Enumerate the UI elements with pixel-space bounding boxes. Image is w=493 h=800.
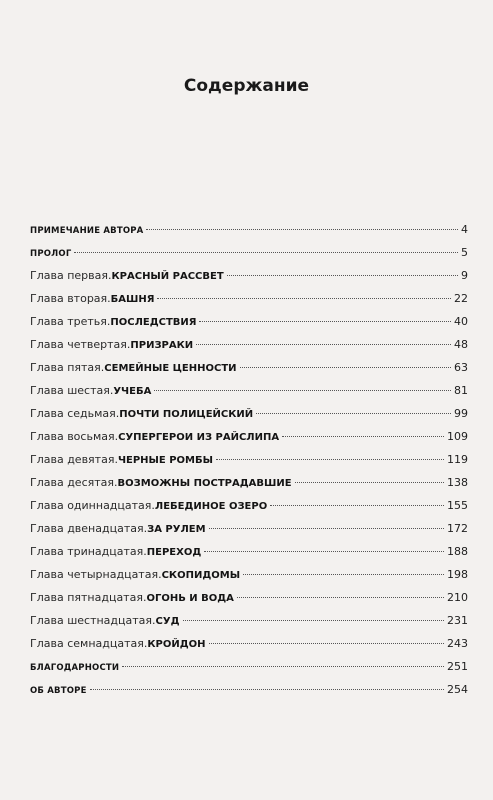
toc-entry bbox=[30, 218, 468, 241]
chapter-title: СКОПИДОМЫ bbox=[161, 570, 241, 581]
page-number: 243 bbox=[447, 637, 468, 650]
toc-entry bbox=[30, 563, 468, 586]
chapter-title: БАШНЯ bbox=[110, 294, 155, 305]
dot-leader bbox=[146, 229, 458, 230]
chapter-prefix: Глава первая. bbox=[30, 269, 112, 282]
toc-entry bbox=[30, 379, 468, 402]
dot-leader bbox=[157, 298, 451, 299]
chapter-prefix: Глава двенадцатая. bbox=[30, 522, 148, 535]
toc-entry bbox=[30, 655, 468, 678]
chapter-prefix: Глава четырнадцатая. bbox=[30, 568, 162, 581]
dot-leader bbox=[154, 390, 451, 391]
page-number: 251 bbox=[447, 660, 468, 673]
chapter-prefix: Глава пятая. bbox=[30, 361, 105, 374]
dot-leader bbox=[196, 344, 451, 345]
page-number: 109 bbox=[447, 430, 468, 443]
page-number: 63 bbox=[454, 361, 468, 374]
dot-leader bbox=[227, 275, 458, 276]
toc-entry bbox=[30, 402, 468, 425]
toc-entry bbox=[30, 632, 468, 655]
chapter-title: СУД bbox=[155, 616, 180, 627]
chapter-title: ПОСЛЕДСТВИЯ bbox=[110, 317, 197, 328]
toc-entry bbox=[30, 356, 468, 379]
chapter-title: КРОЙДОН bbox=[147, 639, 206, 650]
toc-entry bbox=[30, 678, 468, 701]
dot-leader bbox=[74, 252, 458, 253]
dot-leader bbox=[237, 597, 444, 598]
chapter-title: ПРОЛОГ bbox=[30, 249, 72, 259]
toc-entry bbox=[30, 448, 468, 471]
dot-leader bbox=[216, 459, 444, 460]
dot-leader bbox=[256, 413, 451, 414]
toc-entry bbox=[30, 425, 468, 448]
page-number: 231 bbox=[447, 614, 468, 627]
toc-entry bbox=[30, 241, 468, 264]
dot-leader bbox=[209, 528, 444, 529]
chapter-prefix: Глава одиннадцатая. bbox=[30, 499, 155, 512]
page-number: 210 bbox=[447, 591, 468, 604]
chapter-prefix: Глава восьмая. bbox=[30, 430, 119, 443]
chapter-title: БЛАГОДАРНОСТИ bbox=[30, 663, 120, 673]
dot-leader bbox=[204, 551, 444, 552]
chapter-prefix: Глава десятая. bbox=[30, 476, 118, 489]
toc-entry bbox=[30, 586, 468, 609]
dot-leader bbox=[240, 367, 451, 368]
page-number: 4 bbox=[461, 223, 468, 236]
toc-entry bbox=[30, 494, 468, 517]
chapter-prefix: Глава шестая. bbox=[30, 384, 114, 397]
page-number: 5 bbox=[461, 246, 468, 259]
dot-leader bbox=[270, 505, 444, 506]
dot-leader bbox=[199, 321, 451, 322]
page-number: 119 bbox=[447, 453, 468, 466]
dot-leader bbox=[295, 482, 444, 483]
toc-entry bbox=[30, 609, 468, 632]
dot-leader bbox=[243, 574, 444, 575]
chapter-title: ЧЕРНЫЕ РОМБЫ bbox=[117, 455, 213, 466]
chapter-prefix: Глава шестнадцатая. bbox=[30, 614, 156, 627]
chapter-title: ЛЕБЕДИНОЕ ОЗЕРО bbox=[154, 501, 268, 512]
chapter-title: ОГОНЬ И ВОДА bbox=[146, 593, 234, 604]
chapter-title: ЗА РУЛЕМ bbox=[147, 524, 206, 535]
page-number: 9 bbox=[461, 269, 468, 282]
toc-entry bbox=[30, 287, 468, 310]
dot-leader bbox=[90, 689, 444, 690]
page-number: 48 bbox=[454, 338, 468, 351]
toc-entry bbox=[30, 264, 468, 287]
page-title: Содержание bbox=[183, 76, 310, 96]
dot-leader bbox=[282, 436, 444, 437]
page-number: 40 bbox=[454, 315, 468, 328]
chapter-prefix: Глава пятнадцатая. bbox=[30, 591, 147, 604]
chapter-prefix: Глава девятая. bbox=[30, 453, 118, 466]
chapter-title: ВОЗМОЖНЫ ПОСТРАДАВШИЕ bbox=[117, 478, 292, 489]
chapter-prefix: Глава третья. bbox=[30, 315, 111, 328]
dot-leader bbox=[183, 620, 445, 621]
chapter-prefix: Глава четвертая. bbox=[30, 338, 131, 351]
chapter-title: УЧЕБА bbox=[113, 386, 152, 397]
page-number: 22 bbox=[454, 292, 468, 305]
chapter-prefix: Глава вторая. bbox=[30, 292, 111, 305]
chapter-title: ОБ АВТОРЕ bbox=[30, 686, 87, 696]
dot-leader bbox=[209, 643, 445, 644]
chapter-title: КРАСНЫЙ РАССВЕТ bbox=[111, 271, 224, 282]
toc-entry bbox=[30, 310, 468, 333]
toc-entry bbox=[30, 471, 468, 494]
chapter-title: СУПЕРГЕРОИ ИЗ РАЙСЛИПА bbox=[118, 432, 280, 443]
chapter-title: ПРИЗРАКИ bbox=[130, 340, 194, 351]
toc-entry bbox=[30, 540, 468, 563]
table-of-contents bbox=[30, 218, 468, 701]
toc-entry bbox=[30, 333, 468, 356]
page-number: 172 bbox=[447, 522, 468, 535]
page-number: 138 bbox=[447, 476, 468, 489]
chapter-prefix: Глава семнадцатая. bbox=[30, 637, 148, 650]
page-number: 81 bbox=[454, 384, 468, 397]
dot-leader bbox=[122, 666, 444, 667]
page-number: 188 bbox=[447, 545, 468, 558]
chapter-prefix: Глава тринадцатая. bbox=[30, 545, 147, 558]
chapter-title: ПРИМЕЧАНИЕ АВТОРА bbox=[30, 226, 144, 236]
page-number: 99 bbox=[454, 407, 468, 420]
page-number: 198 bbox=[447, 568, 468, 581]
chapter-title: СЕМЕЙНЫЕ ЦЕННОСТИ bbox=[104, 363, 237, 374]
chapter-title: ПЕРЕХОД bbox=[146, 547, 202, 558]
chapter-title: ПОЧТИ ПОЛИЦЕЙСКИЙ bbox=[119, 409, 254, 420]
chapter-prefix: Глава седьмая. bbox=[30, 407, 120, 420]
page-number: 155 bbox=[447, 499, 468, 512]
page-number: 254 bbox=[447, 683, 468, 696]
toc-entry bbox=[30, 517, 468, 540]
